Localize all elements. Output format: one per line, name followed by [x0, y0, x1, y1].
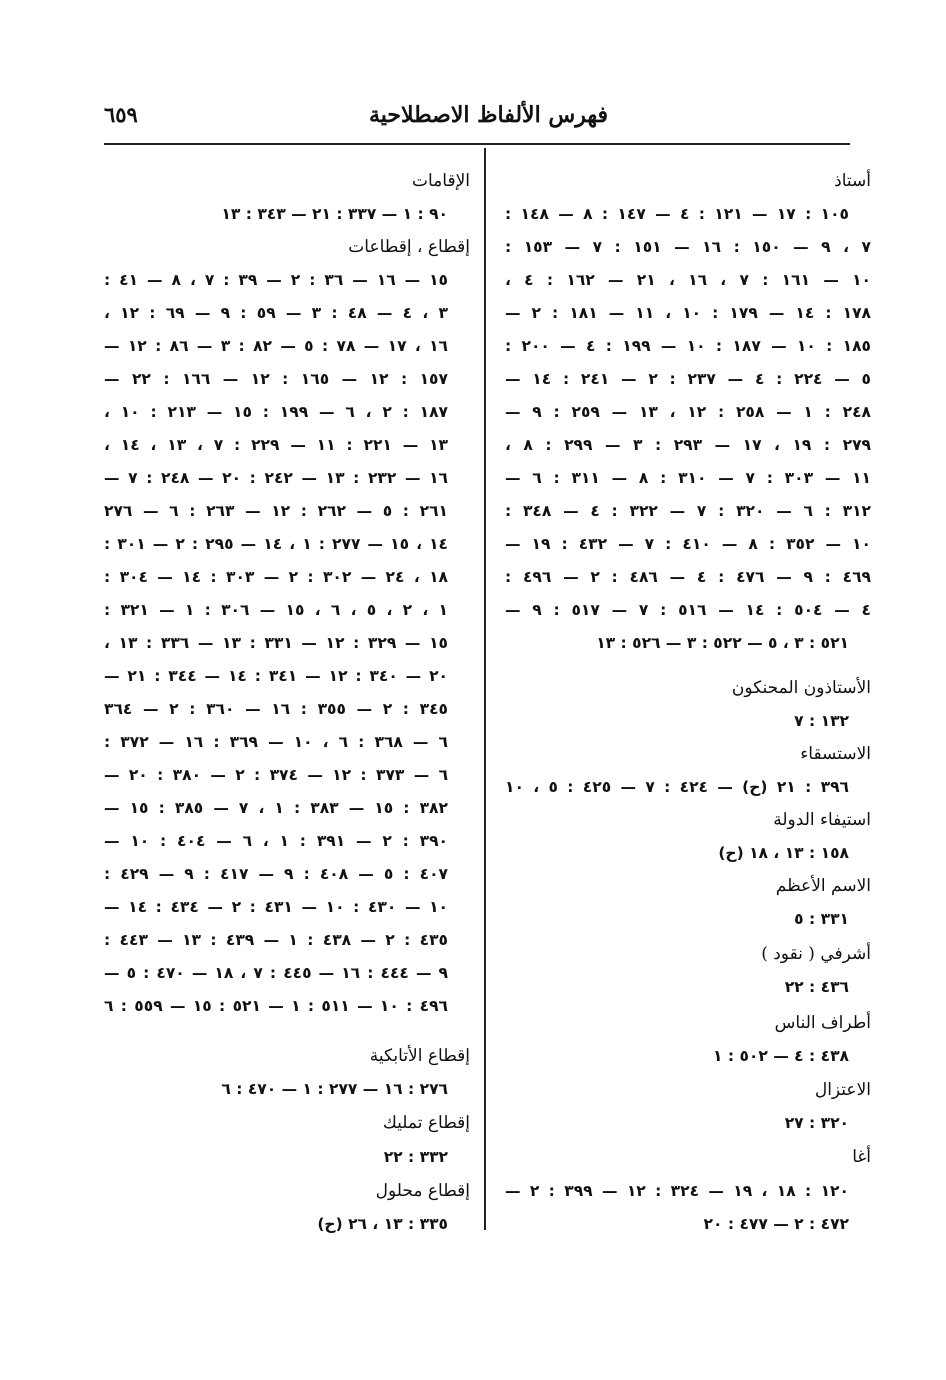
- index-reference-line: ١٠ — ٤٣٠ : ١٠ — ٤٣١ : ٢ — ٤٣٤ : ١٤ —: [104, 898, 448, 916]
- index-reference-line: ١٦ — ٢٣٢ : ١٣ — ٢٤٢ : ٢٠ — ٢٤٨ : ٧ —: [104, 469, 448, 487]
- index-reference-line: ٤٩٦ : ١٠ — ٥١١ : ١ — ٥٢١ : ١٥ — ٥٥٩ : ٦: [104, 997, 448, 1015]
- index-reference-line: ٣٢٠ : ٢٧: [784, 1114, 849, 1132]
- index-reference-line: ١٠٥ : ١٧ — ١٢١ : ٤ — ١٤٧ : ٨ — ١٤٨ :: [505, 205, 849, 223]
- index-reference-line: ١٧٨ : ١٤ — ١٧٩ : ١٠ ، ١١ — ١٨١ : ٢ —: [505, 304, 871, 322]
- column-divider: [484, 148, 486, 1230]
- index-reference-line: ٤٧٢ : ٢ — ٤٧٧ : ٢٠: [703, 1215, 849, 1233]
- index-reference-line: ٤٣٥ : ٢ — ٤٣٨ : ١ — ٤٣٩ : ١٣ — ٤٤٣ :: [104, 931, 448, 949]
- index-reference-line: ١٠ — ٣٥٢ : ٨ — ٤١٠ : ٧ — ٤٣٢ : ١٩ —: [505, 535, 871, 553]
- index-reference-line: ١٨ ، ٢٤ — ٣٠٢ : ٢ — ٣٠٣ : ١٤ — ٣٠٤ :: [104, 568, 448, 586]
- index-reference-line: ١٦ ، ١٧ — ٧٨ : ٥ — ٨٢ : ٣ — ٨٦ : ١٢ —: [104, 337, 448, 355]
- index-reference-line: ٢٧٩ : ١٩ ، ١٧ — ٢٩٣ : ٣ — ٢٩٩ : ٨ ،: [505, 436, 871, 454]
- index-term: الاستسقاء: [800, 744, 871, 764]
- index-term: أطراف الناس: [774, 1013, 871, 1033]
- index-reference-line: ٣٣١ : ٥: [794, 910, 849, 928]
- index-reference-line: ٣٣٢ : ٢٢: [383, 1148, 448, 1166]
- index-reference-line: ١٤ ، ١٥ — ٢٧٧ : ١ ، ١٤ — ٢٩٥ : ٢ — ٣٠١ :: [104, 535, 448, 553]
- index-reference-line: ٤٦٩ : ٩ — ٤٧٦ : ٤ — ٤٨٦ : ٢ — ٤٩٦ :: [505, 568, 871, 586]
- index-reference-line: ١٥ — ١٦ — ٣٦ : ٢ — ٣٩ : ٧ ، ٨ — ٤١ :: [104, 271, 448, 289]
- index-reference-line: ١ ، ٢ ، ٥ ، ٦ ، ١٥ — ٣٠٦ : ١ — ٣٢١ :: [104, 601, 448, 619]
- index-reference-line: ١٣٢ : ٧: [794, 712, 849, 730]
- index-reference-line: ٧ ، ٩ — ١٥٠ : ١٦ — ١٥١ : ٧ — ١٥٣ :: [505, 238, 871, 256]
- page-number: ٦٥٩: [104, 102, 138, 127]
- index-reference-line: ٩٠ : ١ — ٣٣٧ : ٢١ — ٣٤٣ : ١٣: [221, 205, 448, 223]
- index-reference-line: ٣٤٥ : ٢ — ٣٥٥ : ١٦ — ٣٦٠ : ٢ — ٣٦٤: [104, 700, 448, 718]
- index-reference-line: ٢٦١ : ٥ — ٢٦٢ : ١٢ — ٢٦٣ : ٦ — ٢٧٦: [104, 502, 448, 520]
- index-reference-line: ٣١٢ : ٦ — ٣٢٠ : ٧ — ٣٢٢ : ٤ — ٣٤٨ :: [505, 502, 871, 520]
- index-reference-line: ١٢٠ : ١٨ ، ١٩ — ٣٢٤ : ١٢ — ٣٩٩ : ٢ —: [505, 1182, 849, 1200]
- page-header: [104, 100, 848, 140]
- running-title: فهرس الألفاظ الاصطلاحية: [368, 102, 608, 128]
- index-term: إقطاع الأتابكية: [369, 1046, 470, 1066]
- index-reference-line: ٩ — ٤٤٤ : ١٦ — ٤٤٥ : ٧ ، ١٨ — ٤٧٠ : ٥ —: [104, 964, 448, 982]
- index-reference-line: ٤٠٧ : ٥ — ٤٠٨ : ٩ — ٤١٧ : ٩ — ٤٢٩ :: [104, 865, 448, 883]
- index-reference-line: ٤٣٦ : ٢٢: [784, 978, 849, 996]
- index-term: إقطاع ، إقطاعات: [348, 237, 470, 257]
- index-reference-line: ٤٣٨ : ٤ — ٥٠٢ : ١: [712, 1047, 849, 1065]
- index-term: الأستاذون المحنكون: [731, 678, 871, 698]
- index-term: الاعتزال: [814, 1080, 871, 1100]
- index-reference-line: ١٨٧ : ٢ ، ٦ — ١٩٩ : ١٥ — ٢١٣ : ١٠ ،: [104, 403, 448, 421]
- index-term: أغا: [852, 1147, 871, 1167]
- index-term: استيفاء الدولة: [773, 810, 871, 830]
- header-rule: [104, 143, 850, 145]
- index-reference-line: ١٥٨ : ١٣ ، ١٨ (ح): [718, 844, 849, 862]
- index-reference-line: ٢٧٦ : ١٦ — ٢٧٧ : ١ — ٤٧٠ : ٦: [221, 1080, 448, 1098]
- index-reference-line: ٥٢١ : ٣ ، ٥ — ٥٢٢ : ٣ — ٥٢٦ : ١٣: [596, 634, 849, 652]
- index-reference-line: ٣ ، ٤ — ٤٨ : ٣ — ٥٩ : ٩ — ٦٩ : ١٢ ،: [104, 304, 448, 322]
- index-reference-line: ١٥٧ : ١٢ — ١٦٥ : ١٢ — ١٦٦ : ٢٢ —: [104, 370, 448, 388]
- index-reference-line: ١٣ — ٢٢١ : ١١ — ٢٢٩ : ٧ ، ١٣ ، ١٤ ،: [104, 436, 448, 454]
- index-reference-line: ١٨٥ : ١٠ — ١٨٧ : ١٠ — ١٩٩ : ٤ — ٢٠٠ :: [505, 337, 871, 355]
- index-reference-line: ١٥ — ٣٢٩ : ١٢ — ٣٣١ : ١٣ — ٣٣٦ : ١٣ ،: [104, 634, 448, 652]
- index-term: الإقامات: [411, 171, 470, 191]
- index-term: إقطاع تمليك: [382, 1113, 470, 1133]
- index-reference-line: ٤ — ٥٠٤ : ١٤ — ٥١٦ : ٧ — ٥١٧ : ٩ —: [505, 601, 871, 619]
- index-reference-line: ٢٤٨ : ١ — ٢٥٨ : ١٢ ، ١٣ — ٢٥٩ : ٩ —: [505, 403, 871, 421]
- index-reference-line: ٣٩٦ : ٢١ (ح) — ٤٢٤ : ٧ — ٤٢٥ : ٥ ، ١٠: [505, 778, 849, 796]
- index-reference-line: ٦ — ٣٧٣ : ١٢ — ٣٧٤ : ٢ — ٣٨٠ : ٢٠ —: [104, 766, 448, 784]
- index-term: أشرفي ( نقود ): [761, 944, 871, 964]
- index-reference-line: ٣٨٢ : ١٥ — ٣٨٣ : ١ ، ٧ — ٣٨٥ : ١٥ —: [104, 799, 448, 817]
- index-term: الاسم الأعظم: [775, 876, 871, 896]
- index-reference-line: ٣٩٠ : ٢ — ٣٩١ : ١ ، ٦ — ٤٠٤ : ١٠ —: [104, 832, 448, 850]
- index-reference-line: ١١ — ٣٠٣ : ٧ — ٣١٠ : ٨ — ٣١١ : ٦ —: [505, 469, 871, 487]
- index-reference-line: ٣٣٥ : ١٣ ، ٢٦ (ح): [317, 1215, 448, 1233]
- index-reference-line: ٥ — ٢٢٤ : ٤ — ٢٣٧ : ٢ — ٢٤١ : ١٤ —: [505, 370, 871, 388]
- index-reference-line: ٦ — ٣٦٨ : ٦ ، ١٠ — ٣٦٩ : ١٦ — ٣٧٢ :: [104, 733, 448, 751]
- index-term: أستاذ: [834, 171, 871, 191]
- index-reference-line: ١٠ — ١٦١ : ٧ ، ١٦ ، ٢١ — ١٦٢ : ٤ ،: [505, 271, 871, 289]
- index-reference-line: ٢٠ — ٣٤٠ : ١٢ — ٣٤١ : ١٤ — ٣٤٤ : ٢١ —: [104, 667, 448, 685]
- index-term: إقطاع محلول: [375, 1181, 470, 1201]
